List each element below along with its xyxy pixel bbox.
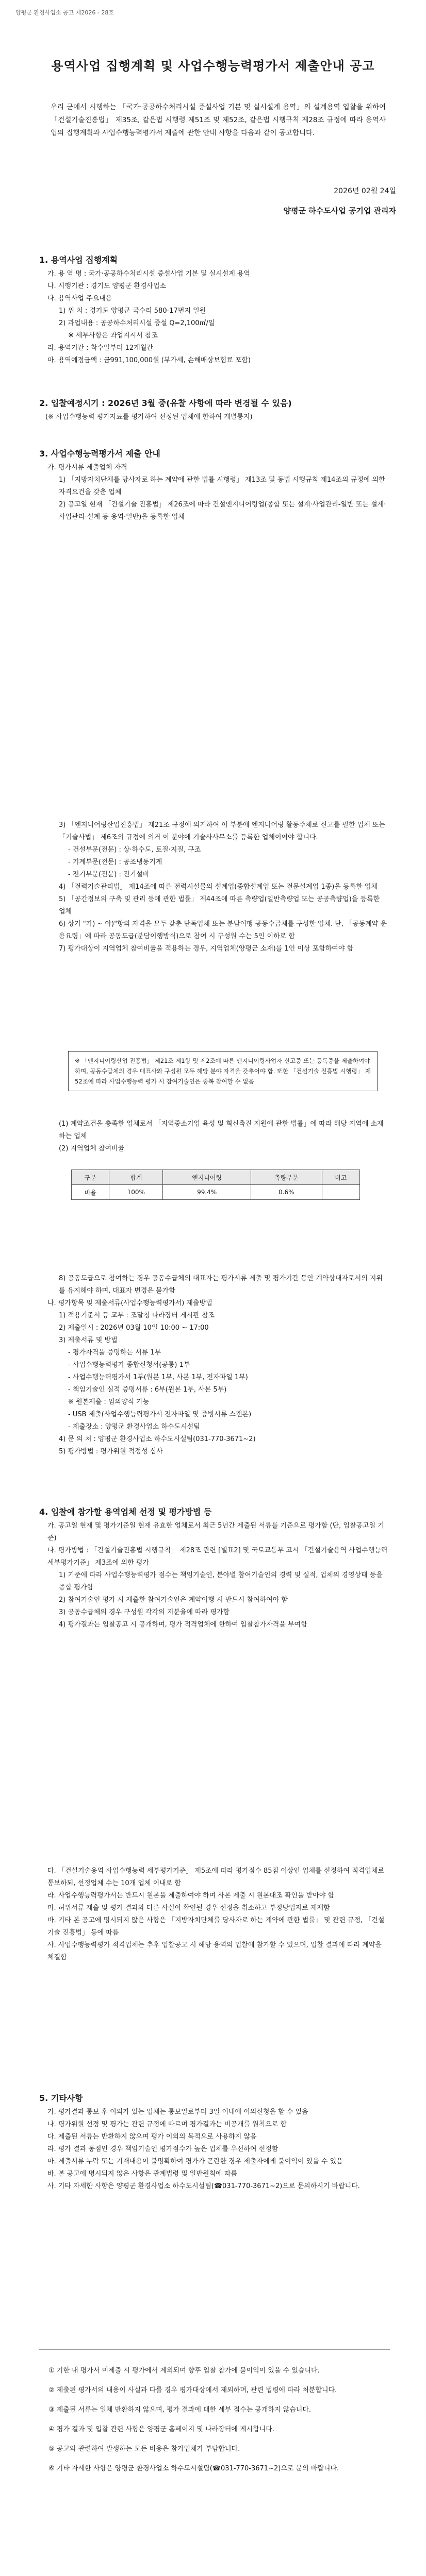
footnote: ⑤ 공고와 관련하여 발생하는 모든 비용은 참가업체가 부담합니다. [48, 2445, 240, 2453]
sec3-line: - 사업수행능력평가서 1부(원본 1부, 사본 1부, 전자파일 1부) [68, 1374, 248, 1381]
sec5-line: 마. 제출서류 누락 또는 기재내용이 불명확하여 평가가 곤란한 경우 제출자에게 불이익이 있을 수 있음 [47, 2158, 343, 2165]
sec5-line: 바. 본 공고에 명시되지 않은 사항은 관계법령 및 일반원칙에 따름 [47, 2170, 237, 2178]
section-4-heading: 4. 입찰에 참가할 용역업체 선정 및 평가방법 등 [39, 1507, 212, 1517]
sec3-line: 3) 제출서류 및 방법 [59, 1336, 118, 1344]
sec3-line: 가. 평가서류 제출업체 자격 [47, 464, 127, 471]
rate-table-cell: 비율 [72, 1185, 109, 1200]
rate-table-header: 측량부문 [251, 1170, 322, 1185]
sec4-line: 1) 기준에 따라 사업수행능력평가 점수는 책임기술인, 분야별 참여기술인의 경력 및 실적, 업체의 경영상태 등을 종합 평가함 [59, 1571, 383, 1591]
sec1-line: 1) 위 치 : 경기도 양평군 국수리 580-17번지 일원 [59, 307, 206, 315]
rate-table-header-row [72, 1170, 360, 1185]
section-2-heading: 2. 입찰예정시기 : 2026년 3월 중(유찰 사항에 따라 변경될 수 있음) [39, 398, 292, 408]
sec4-line: 마. 허위서류 제출 및 평가 결과와 다른 사실이 확인될 경우 선정을 취소하고 부정당업자로 제재함 [47, 1904, 330, 1912]
notice-date: 2026년 02월 24일 [334, 187, 396, 195]
sec3-line: 나. 평가항목 및 제출서류(사업수행능력평가서) 제출방법 [47, 1299, 212, 1307]
rate-table [71, 1170, 360, 1200]
sec4-line: 2) 참여기술인 평가 시 제출한 참여기술인은 계약이행 시 반드시 참여하여야 함 [59, 1596, 288, 1604]
sec1-line: 가. 용 역 명 : 국가·공공하수처리시설 증설사업 기본 및 실시설계 용역 [47, 270, 251, 278]
sec3-line: 7) 평가대상이 지역업체 참여비율을 적용하는 경우, 지역업체(양평군 소재)를 1인 이상 포함하여야 함 [59, 945, 354, 953]
sec1-line: 다. 용역사업 주요내용 [47, 295, 112, 302]
section-1-body [47, 268, 388, 367]
footnote: ④ 평가 결과 및 입찰 관련 사항은 양평군 홈페이지 및 나라장터에 게시합니다. [48, 2426, 274, 2433]
sec4-line: 사. 사업수행능력평가 적격업체는 추후 입찰공고 시 해당 용역의 입찰에 참가할 수 있으며, 입찰 결과에 따라 계약을 체결함 [47, 1941, 382, 1961]
rate-table-cell: 100% [109, 1185, 163, 1200]
sec1-line: 나. 시행기관 : 경기도 양평군 환경사업소 [47, 282, 167, 290]
sec5-line: 나. 평가위원 선정 및 평가는 관련 규정에 따르며 평가결과는 비공개를 원칙으로 함 [47, 2121, 287, 2128]
sec3-line: - 제출장소 : 양평군 환경사업소 하수도시설팀 [68, 1423, 200, 1431]
sec3-line: 1) 「지방자치단체를 당사자로 하는 계약에 관한 법률 시행령」 제13조 및 동법 시행규칙 제14조의 규정에 의한 자격요건을 갖춘 업체 [59, 476, 385, 496]
sec3-line: 6) 상기 "가) ~ 아)"항의 자격을 모두 갖춘 단독업체 또는 분담이행 공동수급체를 구성한 업체. 단, 「공동계약 운용요령」에 따라 공동도급(분담이행방식)으로 참여 시 구성원 수는 5인 이하로 함 [59, 920, 387, 940]
section-3-heading: 3. 사업수행능력평가서 제출 안내 [39, 449, 160, 459]
rate-table-cell [322, 1185, 359, 1200]
rate-table-header: 엔지니어링 [163, 1170, 251, 1185]
sec3-rate-line: (2) 지역업체 참여비율 [59, 1145, 125, 1153]
sec3-line: 4) 문 의 처 : 양평군 환경사업소 하수도시설팀(031-770-3671~2) [59, 1435, 256, 1443]
sec3-line: 5) 평가방법 : 평가위원 적정성 심사 [59, 1448, 163, 1455]
sec1-line: ※ 세부사항은 과업지시서 참조 [68, 332, 158, 340]
sec3-line: 1) 적용기준서 등 교부 : 조달청 나라장터 게시판 참조 [59, 1312, 215, 1319]
footnote: ① 기한 내 평가서 미제출 시 평가에서 제외되며 향후 입찰 참가에 불이익이 있을 수 있습니다. [48, 2367, 320, 2375]
sec4-line: 나. 평가방법 : 「건설기술진흥법 시행규칙」 제28조 관련 [별표2] 및 국토교통부 고시 「건설기술용역 사업수행능력 세부평가기준」 제3조에 의한 평가 [47, 1547, 388, 1567]
sec3-line: - 책임기술인 실적 증명서류 : 6부(원본 1부, 사본 5부) [68, 1386, 227, 1394]
rate-table-header: 비고 [322, 1170, 359, 1185]
divider [39, 2349, 390, 2350]
sec5-line: 다. 제출된 서류는 반환하지 않으며 평가 이외의 목적으로 사용하지 않음 [47, 2133, 257, 2141]
sec3-line: - 전기부문(전문) : 전기설비 [68, 871, 150, 878]
sec3-line: 8) 공동도급으로 참여하는 경우 공동수급체의 대표자는 평가서류 제출 및 평가기간 동안 계약상대자로서의 지위를 유지해야 하며, 대표자 변경은 불가함 [59, 1275, 383, 1295]
sec4-line: 라. 사업수행능력평가서는 반드시 원본을 제출하여야 하며 사본 제출 시 원본대조 확인을 받아야 함 [47, 1892, 335, 1900]
sec1-line: 라. 용역기간 : 착수일부터 12개월간 [47, 344, 153, 352]
sec4-line: 다. 「건설기술용역 사업수행능력 세부평가기준」 제5조에 따라 평가점수 85점 이상인 업체를 선정하여 적격업체로 통보하되, 선정업체 수는 10개 업체 이내로 함 [47, 1867, 384, 1887]
sec3-line: 3) 「엔지니어링산업진흥법」 제21조 규정에 의거하여 이 부분에 엔지니어링 활동주체로 신고를 필한 업체 또는 「기술사법」 제6조의 규정에 의거 이 분야에 기술사사무소를 등록한 업체이어야 합니다. [59, 821, 385, 841]
rate-table-header: 구분 [72, 1170, 109, 1185]
page-title: 용역사업 집행계획 및 사업수행능력평가서 제출안내 공고 [51, 59, 375, 73]
rate-table-cell: 99.4% [163, 1185, 251, 1200]
sec4-line: 바. 기타 본 공고에 명시되지 않은 사항은 「지방자치단체를 당사자로 하는 계약에 관한 법률」 및 관련 규정, 「건설기술 진흥법」 등에 따름 [47, 1917, 385, 1937]
section-4-part-a [47, 1520, 388, 1631]
sec3-line: 5) 「공간정보의 구축 및 관리 등에 관한 법률」 제44조에 따른 측량업(일반측량업 또는 공공측량업)을 등록한 업체 [59, 895, 380, 916]
section-3-part-a [47, 462, 388, 523]
section-4-part-b [47, 1865, 388, 1964]
sec3-line: - 건설부문(전문) : 상·하수도, 토질·지질, 구조 [68, 846, 201, 854]
issuing-organization: 양평군 하수도사업 공기업 관리자 [283, 206, 396, 215]
rate-table-cell: 0.6% [251, 1185, 322, 1200]
rate-table-header: 합계 [109, 1170, 163, 1185]
intro-paragraph: 우리 군에서 시행하는 「국가·공공하수처리시설 증설사업 기본 및 실시설계 용역」의 설계용역 입찰을 위하여 「건설기술진흥법」 제35조, 같은법 시행령 제51조 및 제52조, 같은법 시행규칙 제28조 규정에 따라 용역사업의 집행계획과 사업수행능력평가서 제출에 관한 안내 사항을 다음과 같이 공고합니다. [51, 103, 386, 137]
sec1-line: 2) 과업내용 : 공공하수처리시설 증설 Q=2,100㎥/일 [59, 319, 215, 327]
sec4-line: 가. 공고일 현재 및 평가기준일 현재 유효한 업체로서 최근 5년간 제출된 서류를 기준으로 평가함 (단, 입찰공고일 기준) [47, 1522, 384, 1542]
sec4-line: 4) 평가결과는 입찰공고 시 공개하며, 평가 적격업체에 한하여 입찰참가자격을 부여함 [59, 1621, 307, 1629]
sec3-line: - 사업수행능력평가 종합신청서(공통) 1부 [68, 1361, 190, 1369]
section-5-body [47, 2106, 388, 2193]
sec5-line: 라. 평가 결과 동점인 경우 책임기술인 평가점수가 높은 업체를 우선하여 선정함 [47, 2145, 278, 2153]
section-3-rate-text [59, 1118, 389, 1155]
section-3-part-c [47, 1273, 388, 1458]
sec3-line: 2) 공고일 현재 「건설기술 진흥법」 제26조에 따라 건설엔지니어링업(종합 또는 설계·사업관리-일반 또는 설계·사업관리-설계 등 용역·일반)을 등록한 업체 [59, 501, 386, 521]
footnote: ② 제출된 평가서의 내용이 사실과 다를 경우 평가대상에서 제외하며, 관련 법령에 따라 처분합니다. [48, 2386, 337, 2394]
sec3-line: 4) 「전력기술관리법」 제14조에 따른 전력시설물의 설계업(종합설계업 또는 전문설계업 1종)을 등록한 업체 [59, 883, 378, 891]
sec3-line: - USB 제출(사업수행능력평가서 전자파일 및 증빙서류 스캔본) [68, 1411, 252, 1418]
sec4-line: 3) 공동수급체의 경우 구성원 각각의 지분율에 따라 평가함 [59, 1608, 230, 1616]
sec3-line: - 평가자격을 증명하는 서류 1부 [68, 1349, 161, 1357]
sec3-line: - 기계부문(전문) : 공조냉동기계 [68, 858, 162, 866]
sec1-line: 마. 용역예정금액 : 금991,100,000원 (부가세, 손해배상보험료 포함) [47, 357, 251, 364]
sec3-rate-line: (1) 계약조건을 충족한 업체로서 「지역중소기업 육성 및 혁신촉진 지원에 관한 법률」에 따라 해당 지역에 소재하는 업체 [59, 1120, 384, 1140]
section-2-subnote: (※ 사업수행능력 평가자료를 평가하여 선정된 업체에 한하여 개별통지) [45, 413, 253, 421]
notice-box: ※ 「엔지니어링산업 진흥법」 제21조 제1항 및 제2조에 따른 엔지니어링사업자 신고증 또는 등록증을 제출하여야 하며, 공동수급체의 경우 대표사와 구성원 모두 해당 분야 자격을 갖추어야 함. 또한 「건설기술 진흥법 시행령」 제52조에 따라 사업수행능력 평가 시 참여기술인은 중복 참여할 수 없음 [68, 1051, 378, 1091]
sec3-line: 2) 제출일시 : 2026년 03월 10일 10:00 ~ 17:00 [59, 1324, 209, 1332]
section-5-heading: 5. 기타사항 [39, 2093, 83, 2103]
rate-table-row [72, 1185, 360, 1200]
header-note: 양평군 환경사업소 공고 제2026 - 28호 [15, 9, 114, 16]
footnotes [48, 2365, 389, 2482]
sec5-line: 가. 평가결과 통보 후 이의가 있는 업체는 통보일로부터 3일 이내에 이의신청을 할 수 있음 [47, 2108, 308, 2116]
section-1-heading: 1. 용역사업 집행계획 [39, 255, 118, 265]
footnote: ③ 제출된 서류는 일체 반환하지 않으며, 평가 결과에 대한 세부 점수는 공개하지 않습니다. [48, 2406, 312, 2414]
footnote: ⑥ 기타 자세한 사항은 양평군 환경사업소 하수도시설팀(☎031-770-3671~2)으로 문의 바랍니다. [48, 2465, 339, 2472]
sec5-line: 사. 기타 자세한 사항은 양평군 환경사업소 하수도시설팀(☎031-770-3671~2)으로 문의하시기 바랍니다. [47, 2182, 360, 2190]
sec3-line: ※ 원본제출 : 임의양식 가능 [68, 1398, 150, 1406]
section-3-part-b [47, 819, 388, 955]
